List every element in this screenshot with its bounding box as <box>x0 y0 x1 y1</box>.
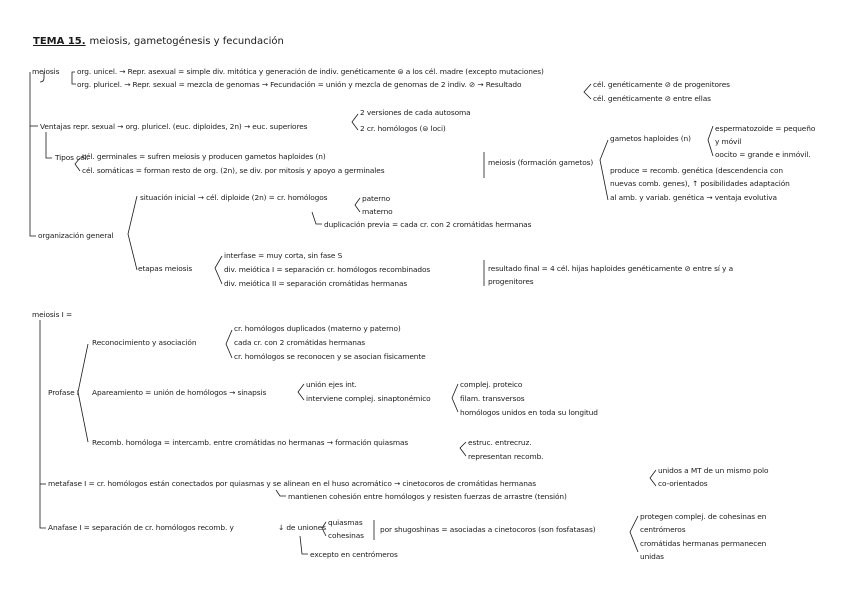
line-germ: cél. germinales = sufren meiosis y producen gametos haploides (n) <box>82 152 326 161</box>
line-q2: representan recomb. <box>468 452 544 461</box>
line-res2: cél. genéticamente ⊘ entre ellas <box>593 94 711 103</box>
line-s1: unión ejes int. <box>306 380 357 389</box>
line-movil: y móvil <box>715 137 742 146</box>
line-div1: div. meiótica I = separación cr. homólogos recombinados <box>224 265 431 274</box>
line-dup: duplicación previa = cada cr. con 2 cromátidas hermanas <box>324 220 532 229</box>
label-tipos: Tipos cél. <box>55 153 89 162</box>
line-shugo: por shugoshinas = asociadas a cinetocoros (son fosfatasas) <box>380 525 596 534</box>
bracket-tipos <box>46 132 52 158</box>
bracket-meiosis <box>30 72 44 236</box>
line-res-final2: progenitores <box>488 277 534 286</box>
line-c3: homólogos unidos en toda su longitud <box>460 408 598 417</box>
label-meiosis1: meiosis I = <box>32 310 73 319</box>
line-prod2: nuevas comb. genes), ↑ posibilidades adaptación <box>610 179 790 188</box>
bracket-recon <box>226 330 232 358</box>
line-org-unicel: org. unicel. → Repr. asexual = simple div. mitótica y generación de indiv. genéticamente ⊜ a los cél. madre (excepto mutaciones) <box>77 67 544 76</box>
line-quiasmas: quiasmas <box>328 518 363 527</box>
bracket-quiasmas <box>460 442 466 456</box>
line-ventajas: Ventajas repr. sexual → org. pluricel. (euc. diploides, 2n) → euc. superiores <box>40 122 308 131</box>
bracket-etapas <box>215 256 222 284</box>
line-prot1: protegen complej. de cohesinas en <box>640 512 767 521</box>
line-v2: 2 cr. homólogos (⊜ loci) <box>360 124 446 133</box>
line-c2: filam. transversos <box>460 394 525 403</box>
line-res1: cél. genéticamente ⊘ de progenitores <box>593 80 730 89</box>
line-r3: cr. homólogos se reconocen y se asocian físicamente <box>234 352 426 361</box>
line-cohesinas: cohesinas <box>328 531 364 540</box>
bracket-meta-2 <box>276 490 286 496</box>
bracket-org-gen <box>128 196 137 270</box>
line-s2: interviene complej. sinaptonémico <box>306 394 431 403</box>
line-recomb: Recomb. homóloga = intercamb. entre cromátidas no hermanas → formación quiasmas <box>92 438 409 447</box>
line-prot2: centrómeros <box>640 525 686 534</box>
line-paterno: paterno <box>362 194 391 203</box>
line-soma: cél. somáticas = forman resto de org. (2n), se div. por mitosis y apoyo a germinales <box>82 166 385 175</box>
bracket-sit <box>355 198 360 212</box>
label-gam-hap: gametos haploides (n) <box>610 134 691 143</box>
bracket-profase <box>78 344 88 442</box>
label-profase: Profase I <box>48 388 79 397</box>
bracket-meiosis1 <box>40 320 46 528</box>
bracket-excepto <box>300 536 308 554</box>
line-crom2: unidas <box>640 552 664 561</box>
line-esp: espermatozoide = pequeño <box>715 124 816 133</box>
bracket-gam-hap <box>708 126 713 156</box>
page-title <box>33 36 284 47</box>
line-c1: complej. proteico <box>460 380 523 389</box>
line-ovo: oocito = grande e inmóvil. <box>715 150 811 159</box>
title-prefix: TEMA 15. <box>33 36 86 47</box>
line-q1: estruc. entrecruz. <box>468 438 532 447</box>
bracket-resultado <box>584 84 591 99</box>
bracket-gametos <box>600 140 608 200</box>
line-crom1: cromátidas hermanas permanecen <box>640 539 767 548</box>
line-v1: 2 versiones de cada autosoma <box>360 108 471 117</box>
bracket-meta-m <box>650 470 656 486</box>
bracket-complej <box>452 384 458 412</box>
line-r1: cr. homólogos duplicados (materno y paterno) <box>234 324 401 333</box>
line-div2: div. meiótica II = separación cromátidas hermanas <box>224 279 408 288</box>
line-recon: Reconocimiento y asociación <box>92 338 197 347</box>
bracket-dup <box>312 212 322 224</box>
label-meiosis: meiosis <box>32 67 60 76</box>
line-ana-u: ↓ de uniones <box>278 523 326 532</box>
line-res-final1: resultado final = 4 cél. hijas haploides genéticamente ⊘ entre sí y a <box>488 264 734 273</box>
line-materno: materno <box>362 207 393 216</box>
label-meiosis-gam: meiosis (formación gametos) <box>488 158 594 167</box>
bracket-prot <box>630 516 638 552</box>
label-etapas: etapas meiosis <box>138 264 193 273</box>
line-r2: cada cr. con 2 cromátidas hermanas <box>234 338 366 347</box>
bracket-org <box>72 72 76 84</box>
line-excepto: excepto en centrómeros <box>310 550 398 559</box>
line-org-pluricel: org. pluricel. → Repr. sexual = mezcla de genomas → Fecundación = unión y mezcla de genomas de 2 indiv. ⊘ → Resultado <box>77 80 522 89</box>
line-prod3: al amb. y variab. genética → ventaja evolutiva <box>610 193 777 202</box>
line-m1: unidos a MT de un mismo polo <box>658 466 769 475</box>
label-org-gen: organización general <box>38 231 114 240</box>
line-meta: metafase I = cr. homólogos están conectados por quiasmas y se alinean en el huso acromático → cinetocoros de cromátidas hermanas <box>48 479 536 488</box>
line-m2: co-orientados <box>658 479 708 488</box>
line-meta2: mantienen cohesión entre homólogos y resisten fuerzas de arrastre (tensión) <box>288 492 567 501</box>
line-inter: interfase = muy corta, sin fase S <box>224 251 343 260</box>
bracket-sinapsis <box>298 384 304 400</box>
line-sit: situación inicial → cél. diploide (2n) = cr. homólogos <box>140 193 328 202</box>
title-rest: meiosis, gametogénesis y fecundación <box>89 36 284 47</box>
line-ana: Anafase I = separación de cr. homólogos recomb. y <box>48 523 234 532</box>
line-apar: Apareamiento = unión de homólogos → sinapsis <box>92 388 267 397</box>
line-prod1: produce = recomb. genética (descendencia con <box>610 166 783 175</box>
bracket-ventajas-v <box>352 114 358 130</box>
